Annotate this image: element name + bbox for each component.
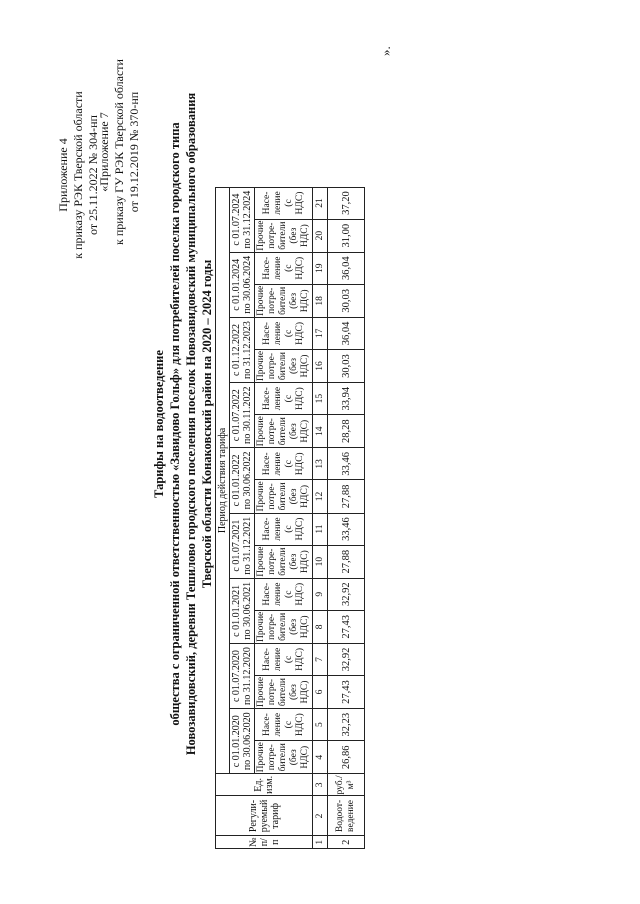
tariff-value: 30,03	[328, 349, 365, 382]
column-number: 10	[313, 545, 328, 578]
appendix-4-heading	[56, 70, 101, 280]
tariff-value: 36,04	[328, 252, 365, 284]
tariff-value: 27,43	[328, 610, 365, 643]
period-header: с 01.07.2022 по 30.11.2022	[230, 383, 255, 448]
period-header: с 01.07.2021 по 31.12.2021	[230, 513, 255, 578]
period-header: с 01.01.2020 по 30.06.2020	[230, 709, 255, 774]
header-period: Период действия тарифа	[216, 187, 230, 774]
row-number: 2	[328, 836, 365, 849]
column-number: 16	[313, 349, 328, 382]
column-number: 20	[313, 219, 328, 252]
tariff-value: 32,92	[328, 578, 365, 610]
column-number: 2	[313, 796, 328, 836]
appendix-4-line: Приложение 4	[56, 138, 70, 212]
column-number: 4	[313, 741, 328, 774]
column-number: 19	[313, 252, 328, 284]
appendix-7-line: от 19.12.2019 № 370-нп	[127, 91, 141, 213]
period-header: с 01.12.2022 по 31.12.2023	[230, 317, 255, 382]
column-number: 5	[313, 709, 328, 741]
column-number: 1	[313, 836, 328, 849]
period-header: с 01.01.2021 по 30.06.2021	[230, 578, 255, 643]
tariff-value: 36,04	[328, 317, 365, 349]
column-number: 3	[313, 774, 328, 796]
period-header: с 01.07.2020 по 31.12.2020	[230, 643, 255, 708]
closing-quote: ».	[378, 46, 393, 56]
appendix-7-line: «Приложение 7	[97, 112, 111, 192]
header-unit: Ед. изм.	[216, 774, 313, 796]
tariff-value: 28,28	[328, 415, 365, 448]
subheader-other-consumers: Прочие потре- бители (без НДС)	[255, 480, 313, 513]
column-number: 21	[313, 187, 328, 219]
subheader-population: Насе- ление (с НДС)	[255, 578, 313, 610]
tariff-value: 33,94	[328, 383, 365, 415]
tariff-value: 27,88	[328, 545, 365, 578]
header-tariff: Регули- руемый тариф	[216, 796, 313, 836]
period-header: с 01.01.2024 по 30.06.2024	[230, 252, 255, 317]
subheader-population: Насе- ление (с НДС)	[255, 709, 313, 741]
appendix-7-line: к приказу ГУ РЭК Тверской области	[112, 59, 126, 245]
column-number: 11	[313, 513, 328, 545]
tariff-value: 37,20	[328, 187, 365, 219]
column-number: 9	[313, 578, 328, 610]
tariff-value: 27,88	[328, 480, 365, 513]
column-number: 13	[313, 448, 328, 480]
tariff-value: 27,43	[328, 675, 365, 708]
column-number: 14	[313, 415, 328, 448]
subheader-other-consumers: Прочие потре- бители (без НДС)	[255, 741, 313, 774]
tariff-value: 33,46	[328, 513, 365, 545]
period-header: с 01.01.2022 по 30.06.2022	[230, 448, 255, 513]
row-unit: руб./ м³	[328, 774, 365, 796]
column-number: 6	[313, 675, 328, 708]
document-subtitle: Новозавидовский, деревни Тешилово городского поселения поселок Новозавидовский муниципального образования	[184, 92, 198, 756]
column-number: 18	[313, 284, 328, 317]
subheader-other-consumers: Прочие потре- бители (без НДС)	[255, 284, 313, 317]
subheader-population: Насе- ление (с НДС)	[255, 643, 313, 675]
appendix-4-line: к приказу РЭК Тверской области	[71, 91, 85, 259]
document-subtitle: Тверской области Конаковский район на 2020 – 2024 годы	[200, 259, 214, 589]
appendix-4-line: от 25.11.2022 № 304-нп	[86, 115, 100, 235]
subheader-other-consumers: Прочие потре- бители (без НДС)	[255, 610, 313, 643]
tariff-value: 32,23	[328, 709, 365, 741]
column-number: 7	[313, 643, 328, 675]
tariff-value: 33,46	[328, 448, 365, 480]
row-tariff-name: Водоот- ведение	[328, 796, 365, 836]
subheader-other-consumers: Прочие потре- бители (без НДС)	[255, 349, 313, 382]
column-number: 15	[313, 383, 328, 415]
subheader-population: Насе- ление (с НДС)	[255, 448, 313, 480]
column-number: 17	[313, 317, 328, 349]
tariff-value: 32,92	[328, 643, 365, 675]
subheader-other-consumers: Прочие потре- бители (без НДС)	[255, 415, 313, 448]
subheader-population: Насе- ление (с НДС)	[255, 187, 313, 219]
subheader-population: Насе- ление (с НДС)	[255, 252, 313, 284]
tariff-value: 30,03	[328, 284, 365, 317]
subheader-population: Насе- ление (с НДС)	[255, 383, 313, 415]
tariff-value: 31,00	[328, 219, 365, 252]
document-title: Тарифы на водоотведение	[152, 350, 166, 498]
column-number: 8	[313, 610, 328, 643]
column-number: 12	[313, 480, 328, 513]
tariff-value: 26,86	[328, 741, 365, 774]
period-header: с 01.07.2024 по 31.12.2024	[230, 187, 255, 252]
subheader-other-consumers: Прочие потре- бители (без НДС)	[255, 545, 313, 578]
subheader-other-consumers: Прочие потре- бители (без НДС)	[255, 675, 313, 708]
subheader-other-consumers: Прочие потре- бители (без НДС)	[255, 219, 313, 252]
subheader-population: Насе- ление (с НДС)	[255, 317, 313, 349]
document-subtitle: общества с ограниченной ответственностью «Завидово Гольф» для потребителей поселка городского типа	[168, 122, 182, 726]
tariff-table	[215, 187, 365, 849]
header-number: № п/ п	[216, 836, 313, 849]
subheader-population: Насе- ление (с НДС)	[255, 513, 313, 545]
appendix-7-heading	[97, 12, 142, 292]
